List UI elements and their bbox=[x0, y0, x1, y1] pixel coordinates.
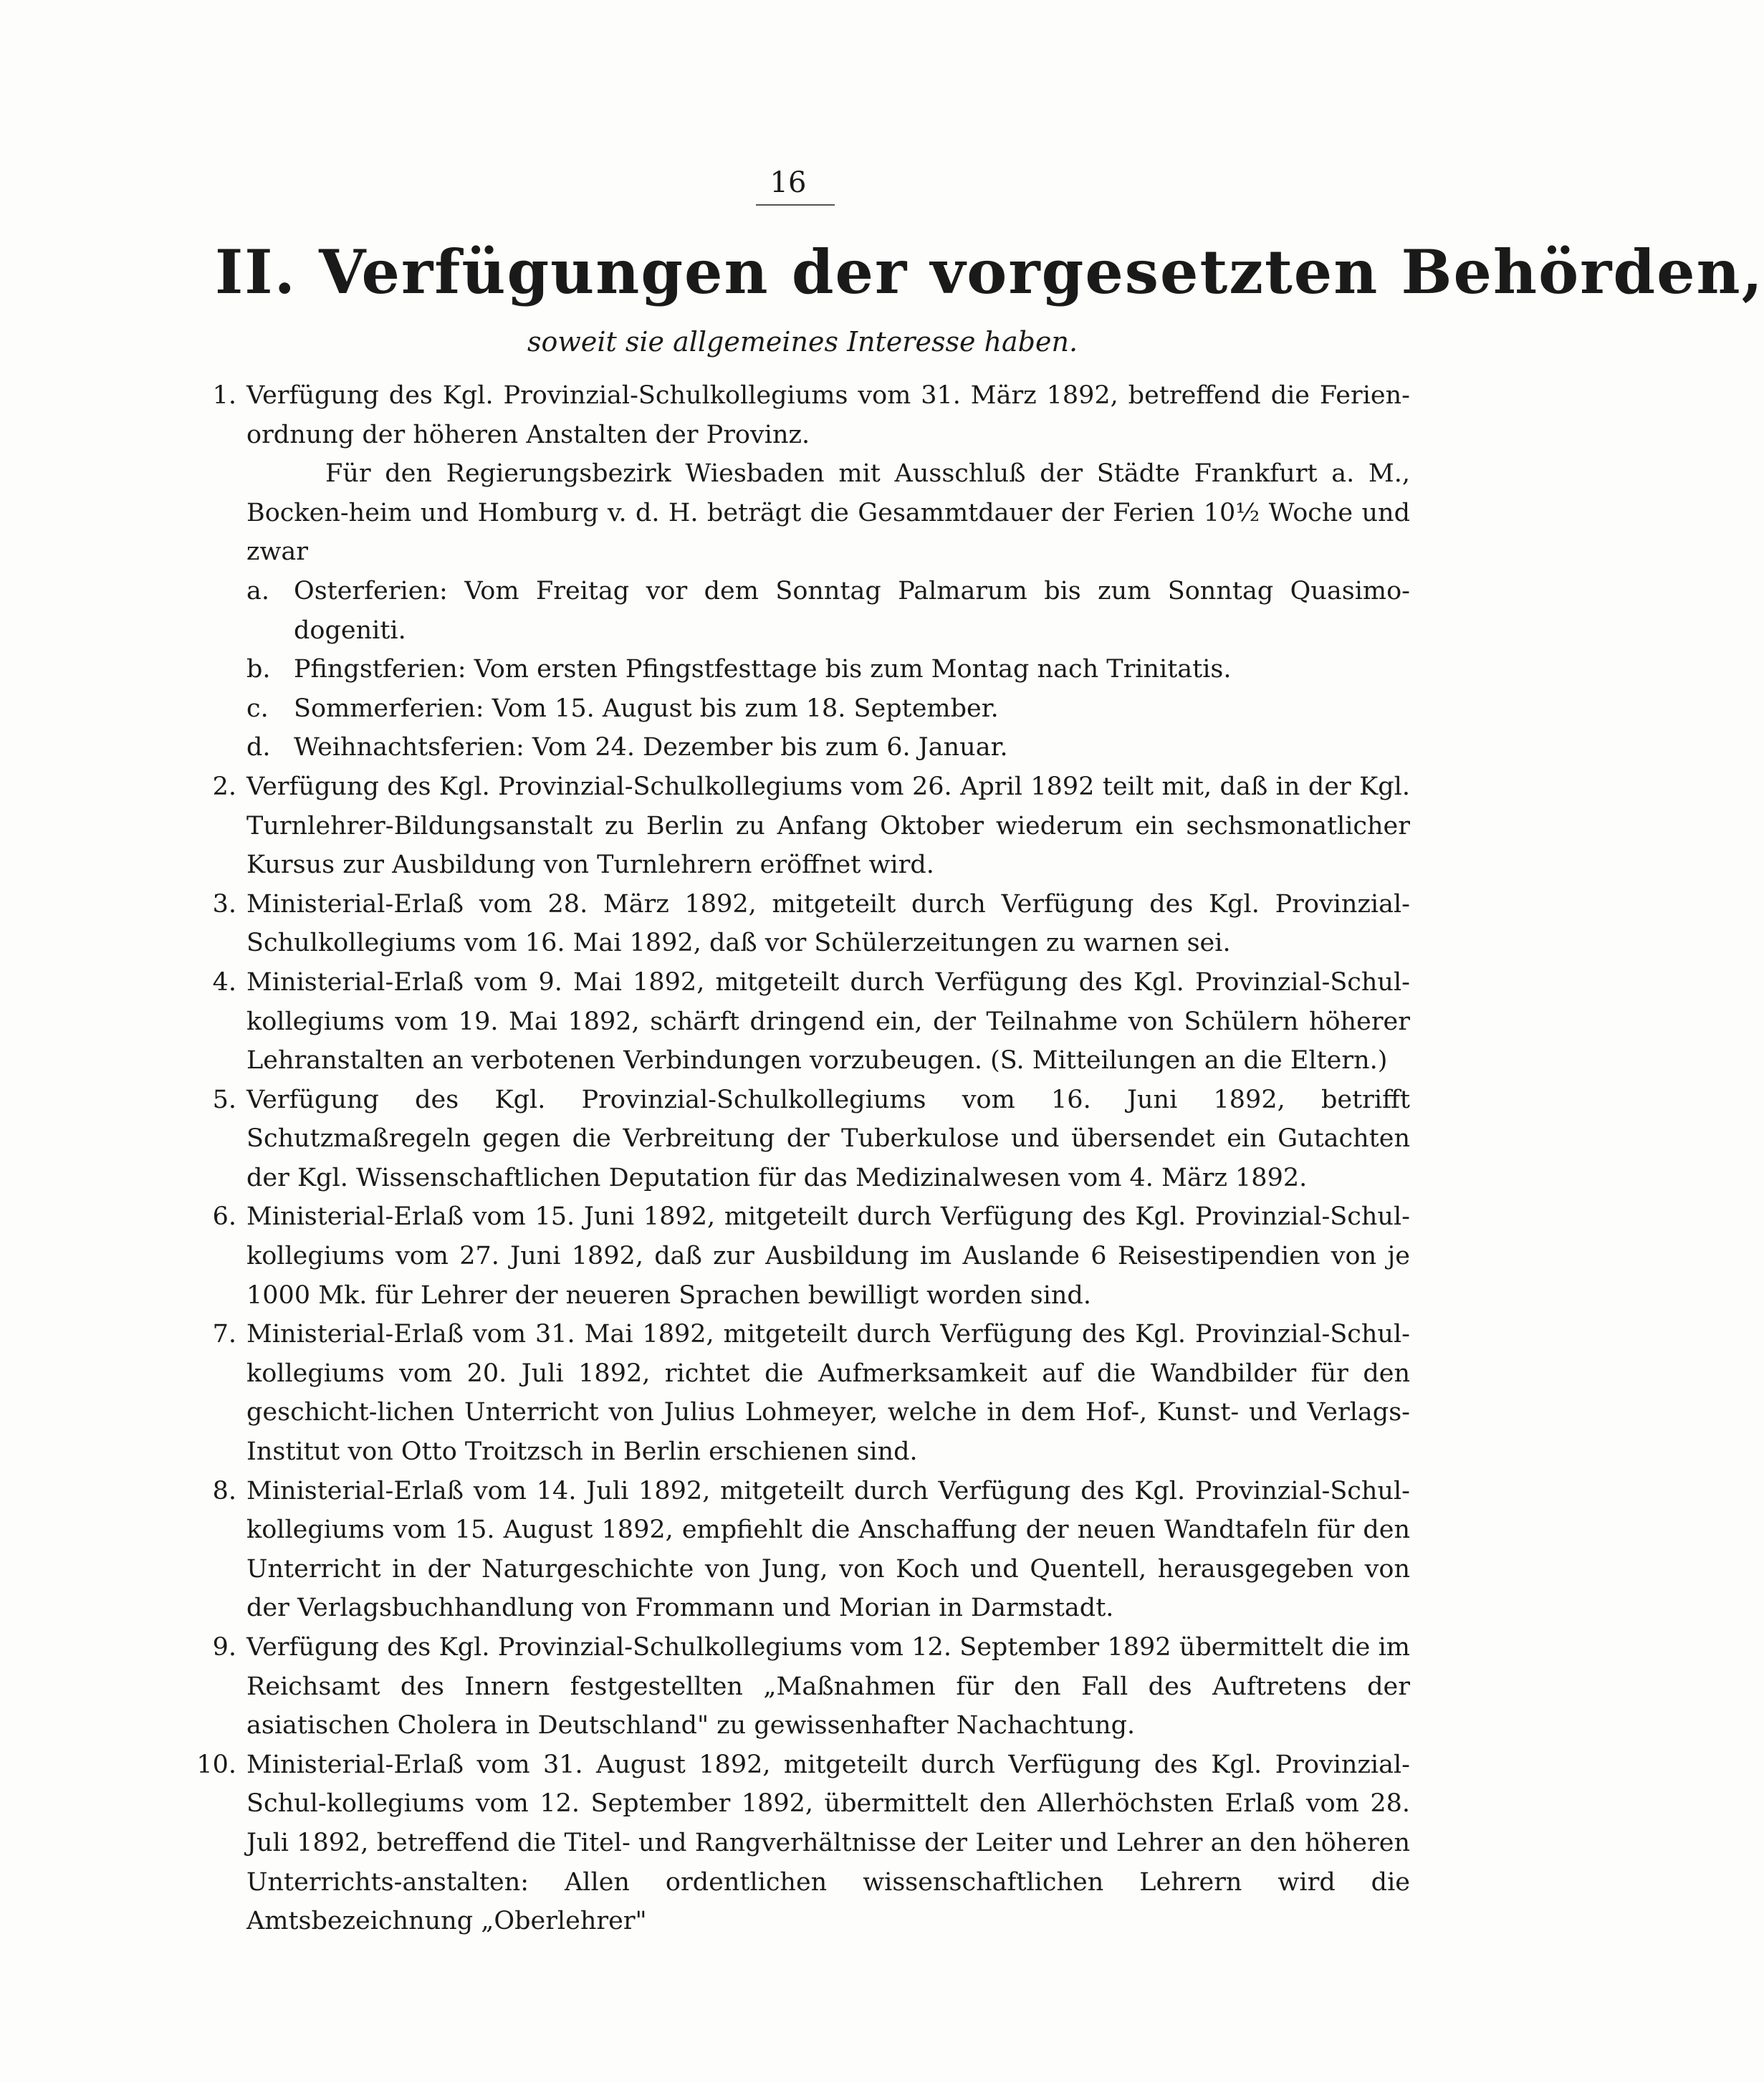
item-text: Verfügung des Kgl. Provinzial-Schulkollegiums vom 12. September 1892 übermittelt die im Reichsamt des Innern festgestellten „Maßnahmen für den Fall des Auftretens der asiatischen Cholera in Deutschland" zu gewissenhafter Nachachtung. bbox=[246, 1633, 1410, 1740]
sub-item-text: Pfingstferien: Vom ersten Pfingstfesttage bis zum Montag nach Trinitatis. bbox=[294, 655, 1232, 684]
item-text: Ministerial-Erlaß vom 28. März 1892, mitgeteilt durch Verfügung des Kgl. Provinzial-Schulkollegiums vom 16. Mai 1892, daß vor Schülerzeitungen zu warnen sei. bbox=[246, 889, 1410, 958]
document-body bbox=[192, 376, 1410, 1941]
item-number: 3. bbox=[212, 889, 236, 919]
sub-item bbox=[192, 650, 1410, 689]
item-number: 9. bbox=[212, 1633, 236, 1662]
sub-item-letter: a. bbox=[246, 576, 269, 605]
sub-item-text: Weihnachtsferien: Vom 24. Dezember bis zum 6. Januar. bbox=[294, 733, 1008, 762]
item-number: 6. bbox=[212, 1202, 236, 1232]
item-text: Verfügung des Kgl. Provinzial-Schulkollegiums vom 16. Juni 1892, betrifft Schutzmaßregeln gegen die Verbreitung der Tuberkulose und übersendet ein Gutachten der Kgl. Wissenschaftlichen Deputation für das Medizinalwesen vom 4. März 1892. bbox=[246, 1085, 1410, 1192]
item-text: Verfügung des Kgl. Provinzial-Schulkollegiums vom 26. April 1892 teilt mit, daß in der Kgl. Turnlehrer-Bildungsanstalt zu Berlin zu Anfang Oktober wiederum ein sechsmonatlicher Kursus zur Ausbildung von Turnlehrern eröffnet wird. bbox=[246, 772, 1410, 880]
item-number: 10. bbox=[196, 1750, 236, 1779]
sub-item-letter: b. bbox=[246, 655, 271, 684]
sub-item-text: Sommerferien: Vom 15. August bis zum 18. September. bbox=[294, 694, 999, 723]
item-text: Ministerial-Erlaß vom 14. Juli 1892, mitgeteilt durch Verfügung des Kgl. Provinzial-Schul-kollegiums vom 15. August 1892, empfiehlt die Anschaffung der neuen Wandtafeln für den Unterricht in der Naturgeschichte von Jung, von Koch und Quentell, herausgegeben von der Verlagsbuchhandlung von Frommann und Morian in Darmstadt. bbox=[246, 1476, 1410, 1623]
item-text: Ministerial-Erlaß vom 9. Mai 1892, mitgeteilt durch Verfügung des Kgl. Provinzial-Schul-kollegiums vom 19. Mai 1892, schärft dringend ein, der Teilnahme von Schülern höherer Lehranstalten an verbotenen Verbindungen vorzubeugen. (S. Mitteilungen an die Eltern.) bbox=[246, 967, 1410, 1076]
list-item bbox=[192, 376, 1410, 454]
section-title: II. Verfügungen der vorgesetzten Behörden, bbox=[215, 236, 1764, 307]
item-paragraph: Für den Regierungsbezirk Wiesbaden mit Ausschluß der Städte Frankfurt a. M., Bocken-heim und Homburg v. d. H. beträgt die Gesammtdauer der Ferien 10½ Woche und zwar bbox=[246, 459, 1410, 567]
item-number: 1. bbox=[212, 381, 236, 410]
sub-item-letter: d. bbox=[246, 733, 271, 762]
list-item bbox=[192, 885, 1410, 963]
sub-item bbox=[192, 572, 1410, 650]
list-item bbox=[192, 1315, 1410, 1471]
sub-item-letter: c. bbox=[246, 694, 269, 723]
list-item bbox=[192, 1081, 1410, 1198]
item-number: 7. bbox=[212, 1320, 236, 1349]
item-number: 2. bbox=[212, 772, 236, 801]
list-item bbox=[192, 963, 1410, 1081]
page-number-rule bbox=[756, 204, 835, 206]
item-text: Ministerial-Erlaß vom 31. August 1892, mitgeteilt durch Verfügung des Kgl. Provinzial-Schul-kollegiums vom 12. September 1892, übermittelt den Allerhöchsten Erlaß vom 28. Juli 1892, betreffend die Titel- und Rangverhältnisse der Leiter und Lehrer an den höheren Unterrichts-anstalten: Allen ordentlichen wissenschaftlichen Lehrern wird die Amtsbezeichnung „Oberlehrer" bbox=[246, 1750, 1410, 1936]
item-number: 8. bbox=[212, 1476, 236, 1505]
sub-item bbox=[192, 689, 1410, 729]
item-text: Ministerial-Erlaß vom 15. Juni 1892, mitgeteilt durch Verfügung des Kgl. Provinzial-Schul-kollegiums vom 27. Juni 1892, daß zur Ausbildung im Auslande 6 Reisestipendien von je 1000 Mk. für Lehrer der neueren Sprachen bewilligt worden sind. bbox=[246, 1202, 1410, 1310]
section-subtitle: soweit sie allgemeines Interesse haben. bbox=[527, 326, 1078, 358]
item-text: Verfügung des Kgl. Provinzial-Schulkollegiums vom 31. März 1892, betreffend die Ferien-ordnung der höheren Anstalten der Provinz. bbox=[246, 381, 1410, 449]
sub-item-text: Osterferien: Vom Freitag vor dem Sonntag Palmarum bis zum Sonntag Quasimo-dogeniti. bbox=[294, 576, 1410, 645]
list-item bbox=[192, 1746, 1410, 1941]
page-number: 16 bbox=[770, 166, 807, 199]
item-number: 4. bbox=[212, 967, 236, 997]
sub-item bbox=[192, 728, 1410, 767]
item-number: 5. bbox=[212, 1085, 236, 1114]
list-item bbox=[192, 1197, 1410, 1315]
list-item bbox=[192, 1628, 1410, 1746]
list-item bbox=[192, 767, 1410, 885]
item-text: Ministerial-Erlaß vom 31. Mai 1892, mitgeteilt durch Verfügung des Kgl. Provinzial-Schul-kollegiums vom 20. Juli 1892, richtet die Aufmerksamkeit auf die Wandbilder für den geschicht-lichen Unterricht von Julius Lohmeyer, welche in dem Hof-, Kunst- und Verlags-Institut von Otto Troitzsch in Berlin erschienen sind. bbox=[246, 1320, 1410, 1467]
list-item bbox=[192, 1472, 1410, 1628]
